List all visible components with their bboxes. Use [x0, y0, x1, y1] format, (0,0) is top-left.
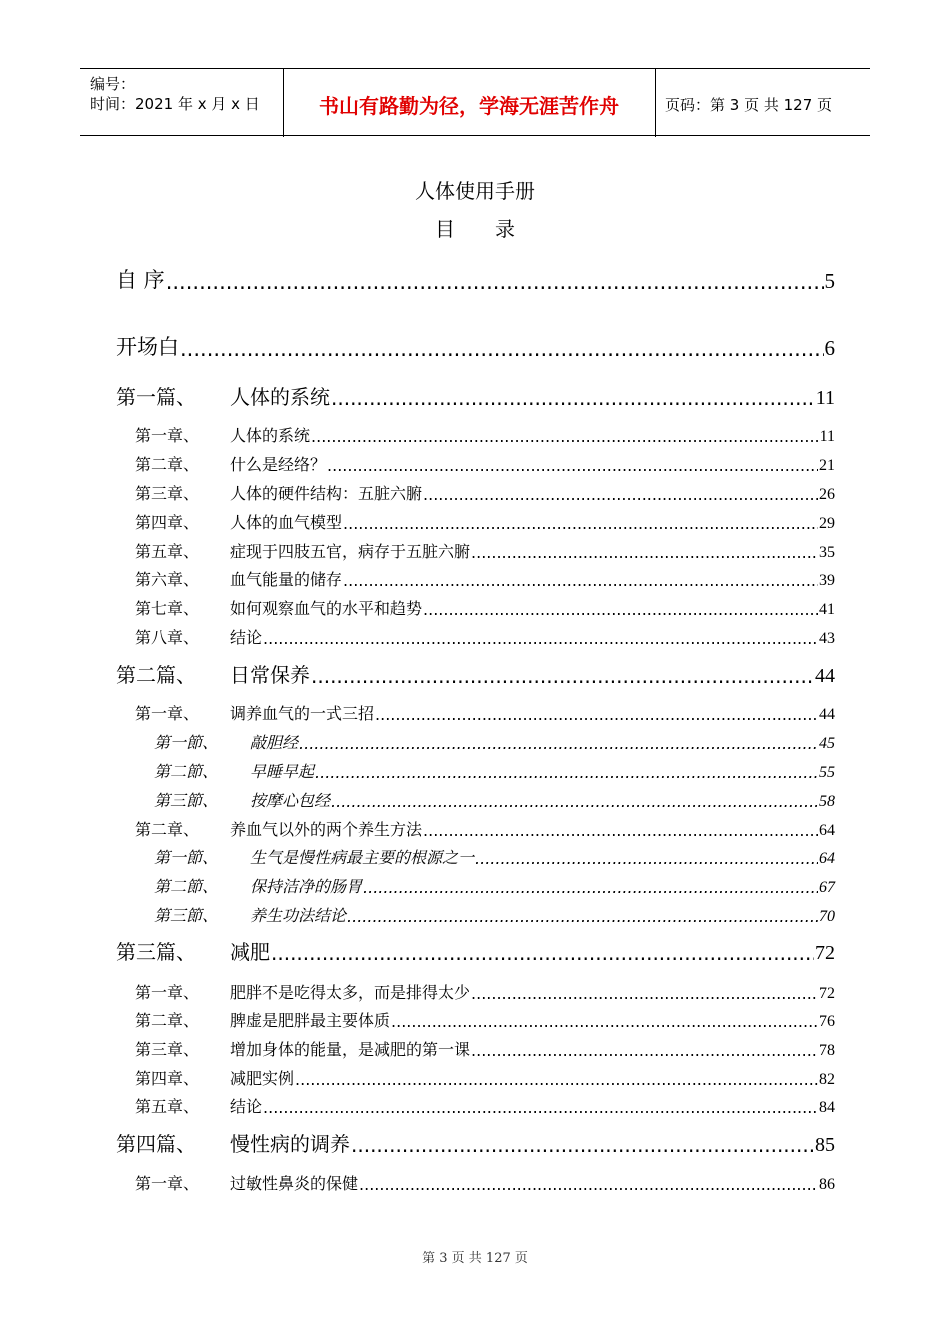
toc-entry-title: 养生功法结论	[250, 906, 347, 925]
toc-entry-title: 调养血气的一式三招	[230, 704, 375, 723]
toc-entry-label: 第四章、	[135, 513, 200, 532]
toc-entry-label: 第五章、	[135, 1097, 200, 1116]
toc-entry-page-number: 67	[819, 879, 835, 896]
toc-entry-label: 第一篇、	[116, 385, 196, 409]
toc-leader-dots	[166, 270, 824, 294]
header-page-label: 页码：第 3 页 共 127 页	[665, 96, 833, 114]
toc-entry[interactable]	[135, 1067, 835, 1089]
toc-entry-label: 第二章、	[135, 820, 200, 839]
toc-entry-page-number: 11	[815, 387, 835, 409]
toc-leader-dots	[423, 600, 818, 619]
toc-leader-dots	[331, 792, 818, 811]
toc-leader-dots	[311, 664, 814, 688]
toc-entry-label: 第三篇、	[116, 940, 196, 964]
toc-entry-title: 血气能量的储存	[230, 570, 343, 589]
toc-leader-dots	[271, 941, 814, 965]
toc-entry-title: 慢性病的调养	[230, 1132, 350, 1156]
toc-entry[interactable]	[135, 702, 835, 724]
toc-entry-label: 第八章、	[135, 628, 200, 647]
toc-entry-title: 人体的系统	[230, 426, 311, 445]
toc-entry-title: 早睡早起	[250, 762, 315, 781]
toc-entry-title: 人体的血气模型	[230, 513, 343, 532]
toc-leader-dots	[263, 1098, 818, 1117]
toc-entry[interactable]	[154, 760, 835, 782]
toc-entry[interactable]	[135, 597, 835, 619]
toc-leader-dots	[299, 734, 818, 753]
toc-entry-page-number: 11	[819, 428, 835, 445]
toc-leader-dots	[475, 849, 818, 868]
header-motto: 书山有路勤为径，学海无涯苦作舟	[319, 94, 619, 118]
toc-leader-dots	[331, 386, 815, 410]
header-number-label: 编号：	[90, 75, 136, 93]
toc-leader-dots	[327, 456, 818, 475]
toc-entry-label: 第二章、	[135, 455, 200, 474]
toc-entry-page-number: 86	[819, 1176, 835, 1193]
toc-entry[interactable]	[154, 731, 835, 753]
toc-entry[interactable]	[135, 626, 835, 648]
toc-entry-page-number: 76	[819, 1013, 835, 1030]
toc-entry-label: 第二節、	[154, 762, 219, 781]
toc-entry[interactable]	[154, 789, 835, 811]
toc-entry-page-number: 82	[819, 1071, 835, 1088]
toc-entry[interactable]	[135, 818, 835, 840]
toc-entry[interactable]	[116, 382, 835, 410]
toc-entry-page-number: 78	[819, 1042, 835, 1059]
toc-entry-page-number: 6	[824, 336, 835, 360]
toc-leader-dots	[180, 337, 824, 361]
toc-leader-dots	[471, 1041, 818, 1060]
toc-entry-title: 什么是经络？	[230, 455, 327, 474]
toc-leader-dots	[343, 571, 818, 590]
toc-entry-label: 第四篇、	[116, 1132, 196, 1156]
toc-entry-page-number: 70	[819, 908, 835, 925]
toc-entry[interactable]	[116, 937, 835, 965]
toc-entry-label: 第一章、	[135, 983, 200, 1002]
document-title: 人体使用手册	[415, 179, 535, 203]
toc-leader-dots	[343, 514, 818, 533]
toc-entry[interactable]	[116, 1129, 835, 1157]
toc-entry-title: 生气是慢性病最主要的根源之一	[250, 848, 475, 867]
toc-entry[interactable]	[135, 511, 835, 533]
page-footer: 第 3 页 共 127 页	[422, 1251, 528, 1266]
toc-entry[interactable]	[135, 1009, 835, 1031]
toc-entry-title: 人体的系统	[230, 385, 330, 409]
toc-entry-title: 如何观察血气的水平和趋势	[230, 599, 423, 618]
toc-leader-dots	[347, 907, 818, 926]
toc-entry[interactable]	[135, 1172, 835, 1194]
toc-leader-dots	[311, 427, 819, 446]
toc-entry[interactable]	[116, 264, 835, 294]
toc-entry[interactable]	[154, 846, 835, 868]
toc-entry-page-number: 21	[819, 457, 835, 474]
toc-entry-page-number: 72	[815, 942, 835, 964]
toc-entry-label: 第三節、	[154, 906, 219, 925]
toc-entry-page-number: 55	[819, 764, 835, 781]
toc-entry-page-number: 5	[824, 269, 835, 293]
toc-entry-page-number: 35	[819, 544, 835, 561]
toc-leader-dots	[423, 485, 818, 504]
toc-leader-dots	[423, 821, 818, 840]
toc-leader-dots	[471, 984, 818, 1003]
toc-entry-title: 日常保养	[230, 663, 310, 687]
toc-entry[interactable]	[135, 1038, 835, 1060]
toc-entry-label: 开场白	[116, 335, 179, 359]
toc-entry[interactable]	[154, 904, 835, 926]
toc-entry-label: 第三節、	[154, 791, 219, 810]
toc-entry-title: 结论	[230, 1097, 263, 1116]
toc-entry[interactable]	[135, 1095, 835, 1117]
toc-entry-title: 肥胖不是吃得太多，而是排得太少	[230, 983, 471, 1002]
toc-entry-label: 自 序	[116, 268, 165, 292]
toc-entry-title: 敲胆经	[250, 733, 299, 752]
toc-entry-title: 人体的硬件结构：五脏六腑	[230, 484, 423, 503]
toc-entry-title: 症现于四肢五官，病存于五脏六腑	[230, 542, 471, 561]
toc-entry-label: 第三章、	[135, 1040, 200, 1059]
toc-entry-title: 减肥实例	[230, 1069, 295, 1088]
toc-entry-label: 第七章、	[135, 599, 200, 618]
toc-leader-dots	[351, 1133, 814, 1157]
toc-leader-dots	[295, 1070, 818, 1089]
toc-leader-dots	[263, 629, 818, 648]
toc-entry[interactable]	[135, 482, 835, 504]
toc-entry[interactable]	[135, 424, 835, 446]
toc-entry-page-number: 64	[819, 822, 835, 839]
toc-entry-label: 第二篇、	[116, 663, 196, 687]
toc-entry[interactable]	[135, 540, 835, 562]
toc-entry-title: 减肥	[230, 940, 270, 964]
toc-entry-title: 保持洁净的肠胃	[250, 877, 363, 896]
toc-entry-page-number: 58	[819, 793, 835, 810]
toc-entry-title: 按摩心包经	[250, 791, 331, 810]
toc-entry-label: 第六章、	[135, 570, 200, 589]
toc-leader-dots	[359, 1175, 818, 1194]
toc-entry-page-number: 43	[819, 630, 835, 647]
toc-entry-page-number: 41	[819, 601, 835, 618]
toc-entry-page-number: 85	[815, 1134, 835, 1156]
toc-entry[interactable]	[135, 981, 835, 1003]
toc-entry-page-number: 64	[819, 850, 835, 867]
toc-entry-page-number: 45	[819, 735, 835, 752]
toc-entry-label: 第二章、	[135, 1011, 200, 1030]
header-time-label: 时间：2021 年 x 月 x 日	[90, 95, 260, 113]
toc-leader-dots	[363, 878, 818, 897]
toc-heading: 目 录	[435, 217, 515, 241]
toc-entry-page-number: 72	[819, 985, 835, 1002]
toc-entry-label: 第四章、	[135, 1069, 200, 1088]
toc-entry-page-number: 84	[819, 1099, 835, 1116]
toc-entry-page-number: 44	[815, 665, 835, 687]
toc-entry[interactable]	[154, 875, 835, 897]
toc-entry-label: 第一章、	[135, 1174, 200, 1193]
toc-entry-label: 第二節、	[154, 877, 219, 896]
toc-leader-dots	[391, 1012, 818, 1031]
toc-entry[interactable]	[116, 660, 835, 688]
toc-entry-page-number: 26	[819, 486, 835, 503]
toc-entry-page-number: 29	[819, 515, 835, 532]
toc-entry[interactable]	[135, 568, 835, 590]
toc-entry-label: 第一節、	[154, 848, 219, 867]
toc-entry-title: 增加身体的能量，是减肥的第一课	[230, 1040, 471, 1059]
toc-entry-label: 第五章、	[135, 542, 200, 561]
toc-entry[interactable]	[135, 453, 835, 475]
toc-entry-label: 第一章、	[135, 704, 200, 723]
toc-entry-label: 第一節、	[154, 733, 219, 752]
toc-entry-title: 结论	[230, 628, 263, 647]
toc-entry-label: 第一章、	[135, 426, 200, 445]
toc-leader-dots	[471, 543, 818, 562]
toc-entry[interactable]	[116, 331, 835, 361]
toc-entry-title: 过敏性鼻炎的保健	[230, 1174, 359, 1193]
toc-leader-dots	[315, 763, 818, 782]
toc-entry-label: 第三章、	[135, 484, 200, 503]
toc-entry-title: 脾虚是肥胖最主要体质	[230, 1011, 391, 1030]
toc-entry-page-number: 44	[819, 706, 835, 723]
toc-entry-title: 养血气以外的两个养生方法	[230, 820, 423, 839]
toc-entry-page-number: 39	[819, 572, 835, 589]
toc-leader-dots	[375, 705, 818, 724]
